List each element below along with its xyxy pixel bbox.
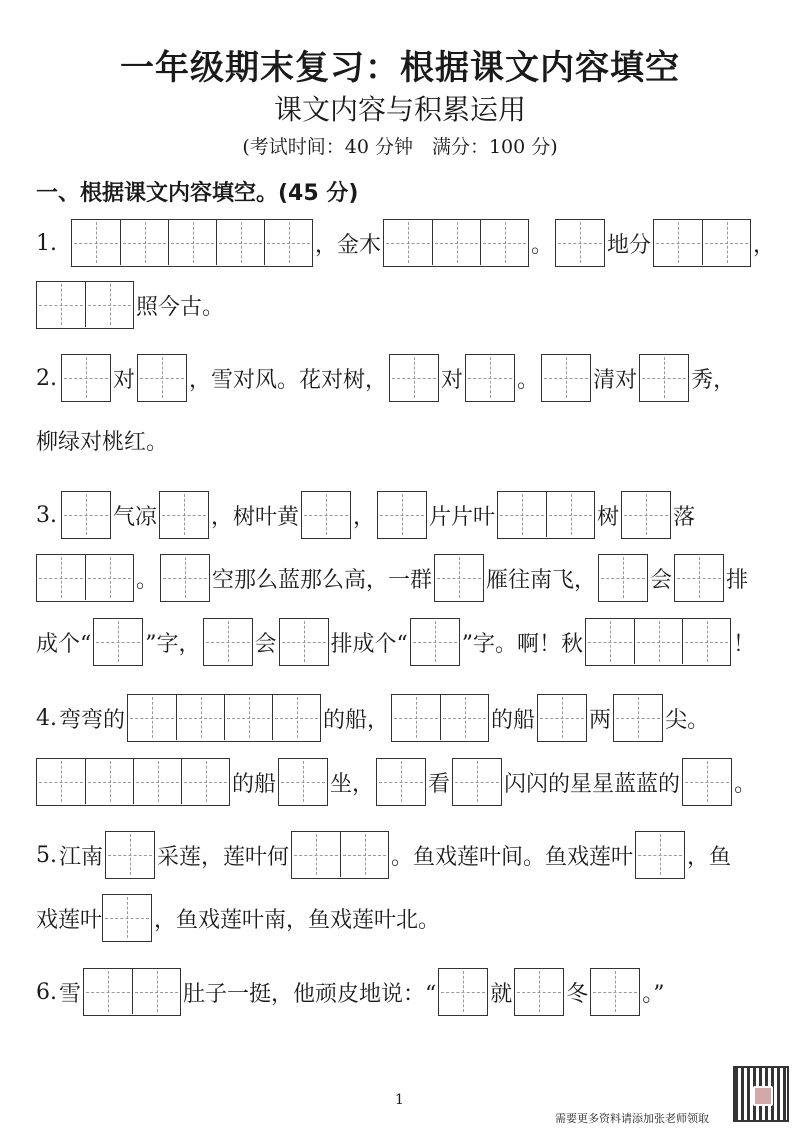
answer-grid[interactable] — [682, 758, 732, 806]
question-5-line-1 — [36, 830, 733, 880]
section-heading: 一、根据课文内容填空。(45 分) — [36, 181, 359, 206]
question-text: 雁往南飞， — [486, 567, 597, 593]
question-number: 3. — [36, 502, 57, 528]
question-text: 秀， — [691, 367, 736, 393]
answer-grid[interactable] — [383, 219, 529, 267]
answer-grid[interactable] — [377, 491, 427, 539]
answer-grid[interactable] — [71, 219, 313, 267]
answer-grid[interactable] — [555, 219, 605, 267]
question-text: 地分 — [607, 232, 652, 258]
question-text: 柳绿对桃红。 — [36, 429, 169, 455]
answer-grid[interactable] — [83, 968, 181, 1016]
question-text: 对 — [113, 367, 136, 393]
answer-grid[interactable] — [514, 968, 564, 1016]
answer-grid[interactable] — [653, 219, 751, 267]
avatar — [753, 1086, 773, 1106]
page-number: 1 — [395, 1092, 404, 1108]
answer-grid[interactable] — [541, 354, 591, 402]
question-text: ，鱼 — [687, 844, 732, 870]
question-text: 的船 — [491, 707, 536, 733]
question-text: 的船 — [232, 771, 277, 797]
question-number: 5. — [36, 842, 57, 868]
question-text: 气凉 — [113, 504, 158, 530]
footer-note: 需要更多资料请添加张老师领取 — [555, 1112, 709, 1125]
exam-meta: (考试时间：40 分钟 满分：100 分) — [242, 136, 558, 158]
question-text: 树 — [597, 504, 620, 530]
answer-grid[interactable] — [635, 831, 685, 879]
question-text: 会 — [254, 631, 277, 657]
answer-grid[interactable] — [497, 491, 595, 539]
question-text: ，鱼戏莲叶南，鱼戏莲叶北。 — [154, 907, 441, 933]
answer-grid[interactable] — [590, 968, 640, 1016]
question-text: ， — [353, 504, 376, 530]
question-text: 。” — [642, 981, 665, 1007]
answer-grid[interactable] — [376, 758, 426, 806]
answer-grid[interactable] — [127, 694, 321, 742]
answer-grid[interactable] — [137, 354, 187, 402]
question-text: 两 — [589, 707, 612, 733]
question-text: 排 — [726, 567, 749, 593]
question-text: 。 — [136, 567, 159, 593]
question-1-line-2 — [36, 280, 226, 330]
answer-grid[interactable] — [203, 618, 253, 666]
question-text: 。 — [734, 771, 757, 797]
question-1-line-1 — [36, 218, 777, 268]
question-text: 对 — [441, 367, 464, 393]
answer-grid[interactable] — [639, 354, 689, 402]
question-4-line-1 — [36, 693, 711, 743]
question-text: 肚子一挺，他顽皮地说：“ — [183, 981, 437, 1007]
answer-grid[interactable] — [102, 894, 152, 942]
question-3-line-3 — [36, 617, 757, 667]
answer-grid[interactable] — [465, 354, 515, 402]
answer-grid[interactable] — [410, 618, 460, 666]
question-2-line-1 — [36, 353, 737, 403]
question-text: ”字， — [145, 631, 201, 657]
question-number: 2. — [36, 365, 57, 391]
answer-grid[interactable] — [674, 554, 724, 602]
question-text: 。鱼戏莲叶间。鱼戏莲叶 — [391, 844, 634, 870]
question-text: 落 — [673, 504, 696, 530]
question-text: 雪 — [59, 981, 82, 1007]
answer-grid[interactable] — [438, 968, 488, 1016]
answer-grid[interactable] — [391, 694, 489, 742]
question-number: 6. — [36, 979, 57, 1005]
question-text: 。 — [517, 367, 540, 393]
answer-grid[interactable] — [291, 831, 389, 879]
answer-grid[interactable] — [621, 491, 671, 539]
question-text: 会 — [650, 567, 673, 593]
answer-grid[interactable] — [585, 618, 731, 666]
answer-grid[interactable] — [61, 354, 111, 402]
qr-code-icon — [733, 1066, 789, 1122]
question-number: 4. — [36, 705, 57, 731]
question-text: ，树叶黄 — [211, 504, 300, 530]
question-4-line-2 — [36, 757, 758, 807]
question-text: ！ — [733, 631, 756, 657]
question-text: 冬 — [566, 981, 589, 1007]
answer-grid[interactable] — [36, 758, 230, 806]
question-text: 采莲，莲叶何 — [157, 844, 290, 870]
question-text: 就 — [490, 981, 513, 1007]
question-text: ，金木 — [315, 232, 382, 258]
question-2-line-2 — [36, 415, 168, 465]
answer-grid[interactable] — [613, 694, 663, 742]
answer-grid[interactable] — [93, 618, 143, 666]
question-text: 坐， — [330, 771, 375, 797]
question-3-line-1 — [36, 490, 697, 540]
answer-grid[interactable] — [598, 554, 648, 602]
answer-grid[interactable] — [105, 831, 155, 879]
question-text: ， — [753, 232, 776, 258]
question-text: 照今古。 — [136, 294, 225, 320]
question-text: 看 — [428, 771, 451, 797]
answer-grid[interactable] — [278, 758, 328, 806]
answer-grid[interactable] — [452, 758, 502, 806]
question-number: 1. — [36, 230, 57, 256]
answer-grid[interactable] — [61, 491, 111, 539]
answer-grid[interactable] — [159, 491, 209, 539]
question-text: 清对 — [593, 367, 638, 393]
answer-grid[interactable] — [434, 554, 484, 602]
question-text: 空那么蓝那么高，一群 — [212, 567, 433, 593]
question-text: 片片叶 — [429, 504, 496, 530]
answer-grid[interactable] — [36, 281, 134, 329]
question-text: 的船， — [323, 707, 390, 733]
question-text: 尖。 — [665, 707, 710, 733]
question-text: 排成个“ — [330, 631, 408, 657]
page-subtitle: 课文内容与积累运用 — [273, 93, 526, 126]
question-text: ，雪对风。花对树， — [189, 367, 388, 393]
answer-grid[interactable] — [389, 354, 439, 402]
question-text: 成个“ — [36, 631, 92, 657]
question-6-line-1 — [36, 967, 667, 1017]
question-text: 弯弯的 — [59, 707, 126, 733]
page-title: 一年级期末复习：根据课文内容填空 — [120, 48, 680, 88]
question-text: 江南 — [59, 844, 104, 870]
question-3-line-2 — [36, 553, 750, 603]
question-text: 。 — [531, 232, 554, 258]
question-text: 闪闪的星星蓝蓝的 — [504, 771, 681, 797]
question-text: 戏莲叶 — [36, 907, 103, 933]
question-5-line-2 — [36, 893, 442, 943]
question-text: ”字。啊！秋 — [461, 631, 584, 657]
answer-grid[interactable] — [279, 618, 329, 666]
answer-grid[interactable] — [301, 491, 351, 539]
answer-grid[interactable] — [36, 554, 134, 602]
answer-grid[interactable] — [537, 694, 587, 742]
answer-grid[interactable] — [160, 554, 210, 602]
